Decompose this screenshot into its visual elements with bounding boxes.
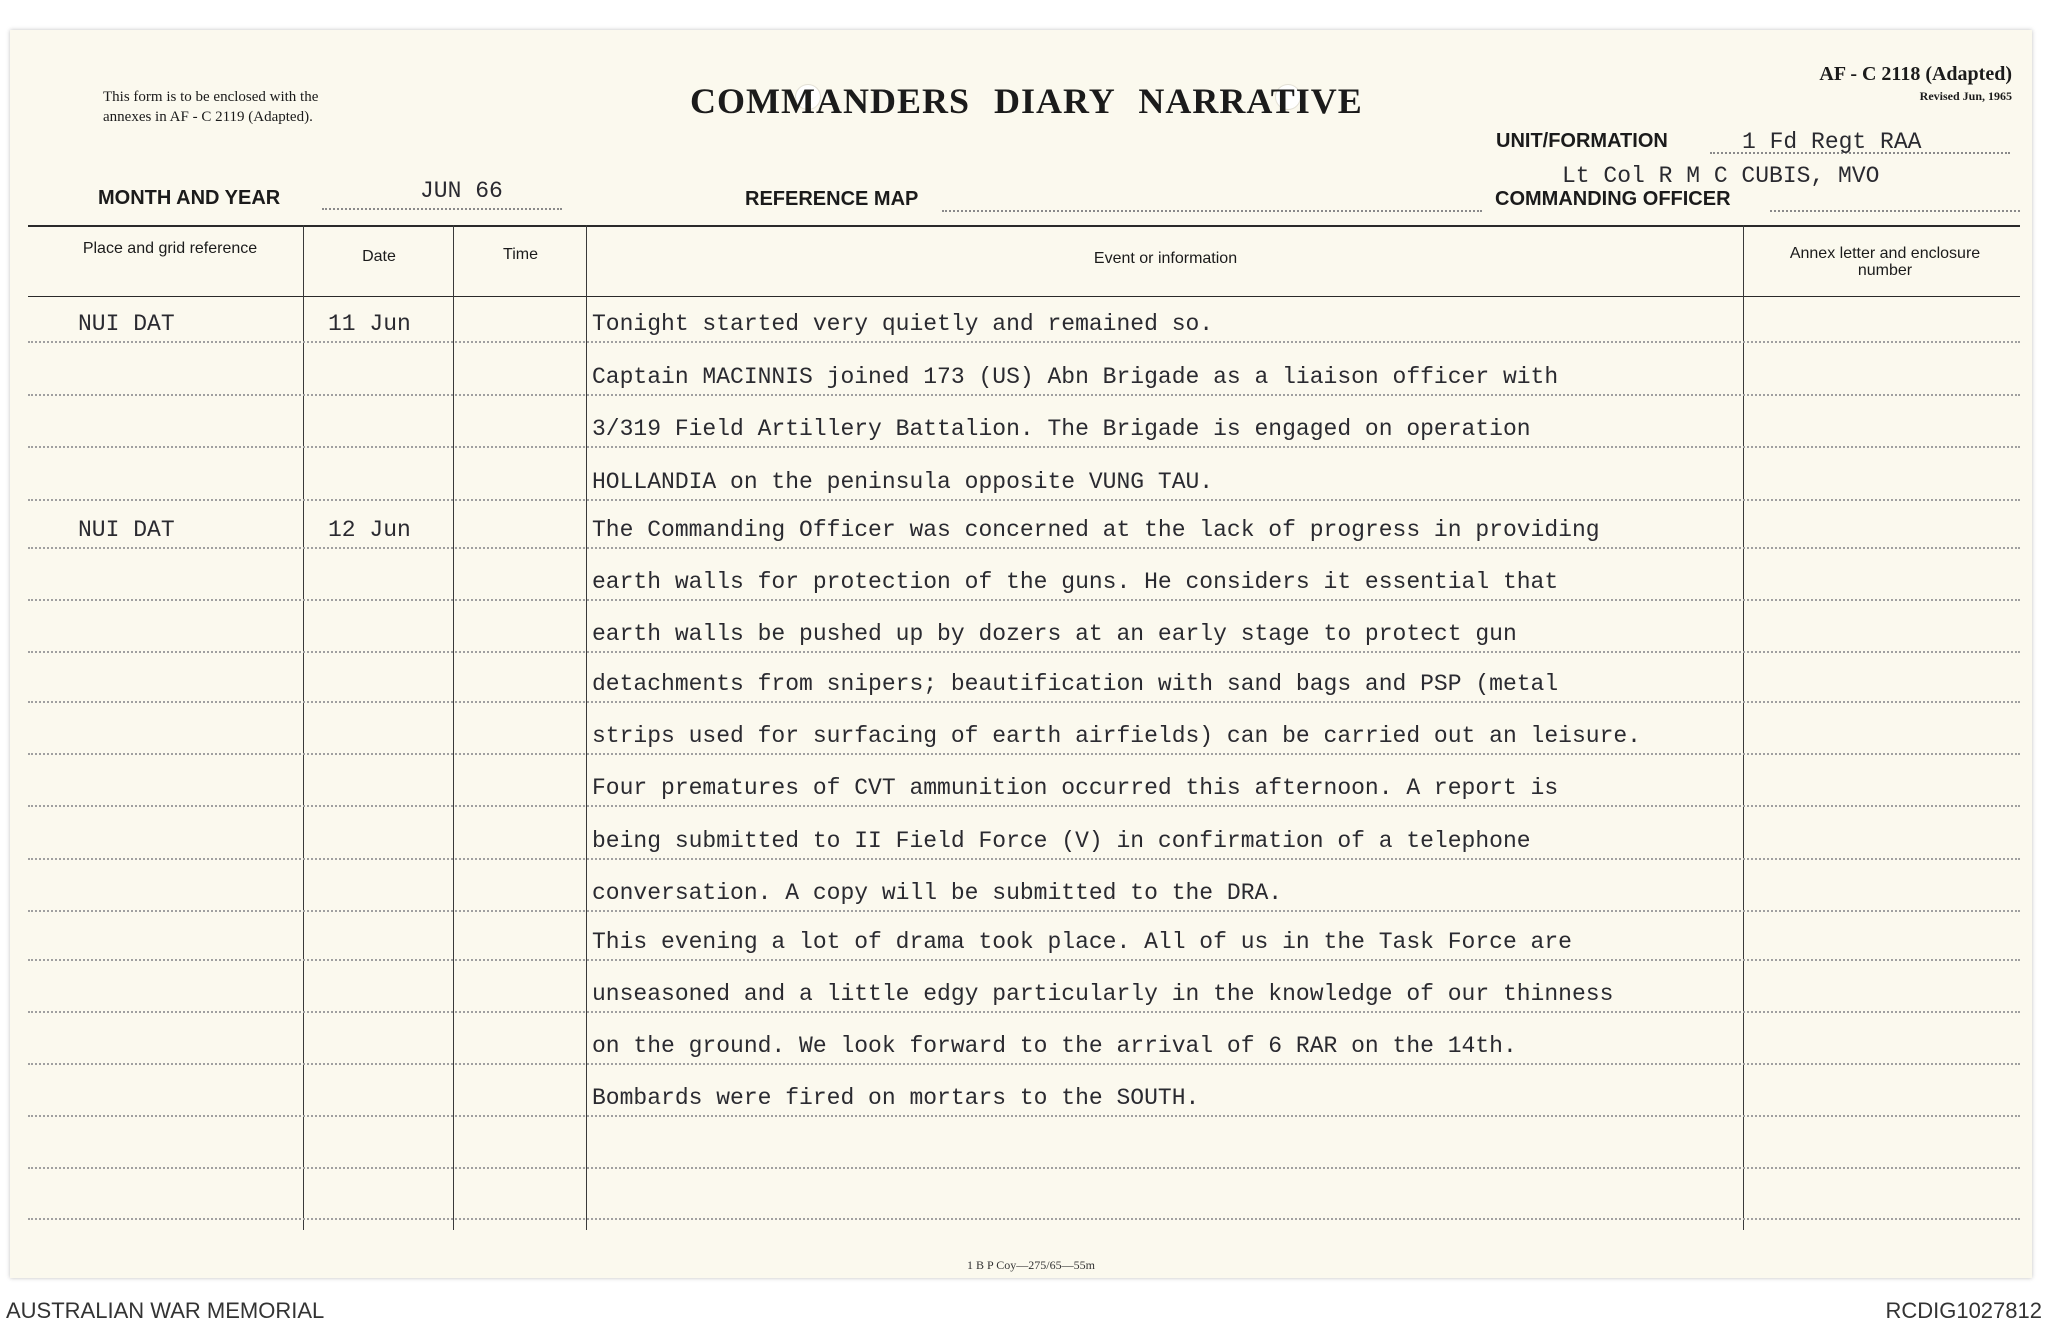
entry-place: NUI DAT bbox=[78, 311, 175, 337]
table-header-border bbox=[28, 296, 2020, 297]
enclosure-note-line: annexes in AF - C 2119 (Adapted). bbox=[103, 109, 313, 125]
footer-right: RCDIG1027812 bbox=[1885, 1298, 2042, 1323]
column-header-date: Date bbox=[362, 248, 396, 265]
entry-text: The Commanding Officer was concerned at the lack of progress in providing bbox=[592, 517, 1600, 543]
entry-text: conversation. A copy will be submitted to the DRA. bbox=[592, 880, 1283, 906]
column-header-place: Place and grid reference bbox=[82, 240, 258, 257]
row-rule bbox=[28, 499, 2020, 501]
column-divider bbox=[453, 225, 454, 1230]
row-rule bbox=[28, 1011, 2020, 1013]
row-rule bbox=[28, 446, 2020, 448]
form-title: COMMANDERS DIARY NARRATIVE bbox=[690, 81, 1363, 121]
row-rule bbox=[28, 341, 2020, 343]
row-rule bbox=[28, 651, 2020, 653]
row-rule bbox=[28, 753, 2020, 755]
column-header-event: Event or information bbox=[1093, 250, 1238, 267]
month-year-label: MONTH AND YEAR bbox=[98, 187, 281, 209]
entry-date: 11 Jun bbox=[328, 311, 411, 337]
column-divider bbox=[586, 225, 587, 1230]
reference-map-label: REFERENCE MAP bbox=[745, 188, 919, 210]
row-rule bbox=[28, 805, 2020, 807]
column-header-time: Time bbox=[503, 246, 538, 263]
month-year-line bbox=[322, 208, 562, 210]
entry-text: This evening a lot of drama took place. All of us in the Task Force are bbox=[592, 929, 1572, 955]
footer-left: AUSTRALIAN WAR MEMORIAL bbox=[6, 1298, 325, 1323]
enclosure-note-line: This form is to be enclosed with the bbox=[103, 89, 319, 105]
commanding-officer-line bbox=[1770, 210, 2020, 212]
entry-text: HOLLANDIA on the peninsula opposite VUNG TAU. bbox=[592, 469, 1214, 495]
entry-place: NUI DAT bbox=[78, 517, 175, 543]
entry-text: unseasoned and a little edgy particularly in the knowledge of our thinness bbox=[592, 981, 1614, 1007]
entry-text: 3/319 Field Artillery Battalion. The Brigade is engaged on operation bbox=[592, 416, 1531, 442]
form-number: AF - C 2118 (Adapted) bbox=[1819, 63, 2012, 85]
entry-date: 12 Jun bbox=[328, 517, 411, 543]
row-rule bbox=[28, 1063, 2020, 1065]
table-top-border bbox=[28, 225, 2020, 227]
reference-map-line bbox=[942, 210, 1482, 212]
row-rule bbox=[28, 858, 2020, 860]
revision-date: Revised Jun, 1965 bbox=[1919, 89, 2012, 103]
row-rule bbox=[28, 1218, 2020, 1220]
column-divider bbox=[1743, 225, 1744, 1230]
entry-text: Captain MACINNIS joined 173 (US) Abn Brigade as a liaison officer with bbox=[592, 364, 1559, 390]
entry-text: earth walls for protection of the guns. He considers it essential that bbox=[592, 569, 1559, 595]
entry-text: detachments from snipers; beautification with sand bags and PSP (metal bbox=[592, 671, 1559, 697]
row-rule bbox=[28, 547, 2020, 549]
row-rule bbox=[28, 599, 2020, 601]
commanding-officer-value: Lt Col R M C CUBIS, MVO bbox=[1562, 163, 1880, 189]
entry-text: on the ground. We look forward to the arrival of 6 RAR on the 14th. bbox=[592, 1033, 1517, 1059]
entry-text: being submitted to II Field Force (V) in confirmation of a telephone bbox=[592, 828, 1531, 854]
row-rule bbox=[28, 701, 2020, 703]
commanding-officer-label: COMMANDING OFFICER bbox=[1495, 188, 1731, 210]
printer-mark: 1 B P Coy—275/65—55m bbox=[967, 1258, 1095, 1272]
row-rule bbox=[28, 394, 2020, 396]
row-rule bbox=[28, 910, 2020, 912]
diary-sheet bbox=[10, 30, 2032, 1278]
unit-formation-value: 1 Fd Regt RAA bbox=[1742, 129, 1922, 155]
entry-text: Four prematures of CVT ammunition occurred this afternoon. A report is bbox=[592, 775, 1559, 801]
row-rule bbox=[28, 959, 2020, 961]
entry-text: strips used for surfacing of earth airfields) can be carried out an leisure. bbox=[592, 723, 1641, 749]
column-divider bbox=[303, 225, 304, 1230]
row-rule bbox=[28, 1167, 2020, 1169]
column-header-annex: Annex letter and enclosure number bbox=[1789, 245, 1981, 279]
row-rule bbox=[28, 1115, 2020, 1117]
month-year-value: JUN 66 bbox=[420, 178, 503, 204]
entry-text: Bombards were fired on mortars to the SOUTH. bbox=[592, 1085, 1200, 1111]
enclosure-note bbox=[103, 87, 318, 127]
entry-text: earth walls be pushed up by dozers at an early stage to protect gun bbox=[592, 621, 1517, 647]
entry-text: Tonight started very quietly and remained so. bbox=[592, 311, 1214, 337]
unit-formation-label: UNIT/FORMATION bbox=[1496, 130, 1668, 152]
